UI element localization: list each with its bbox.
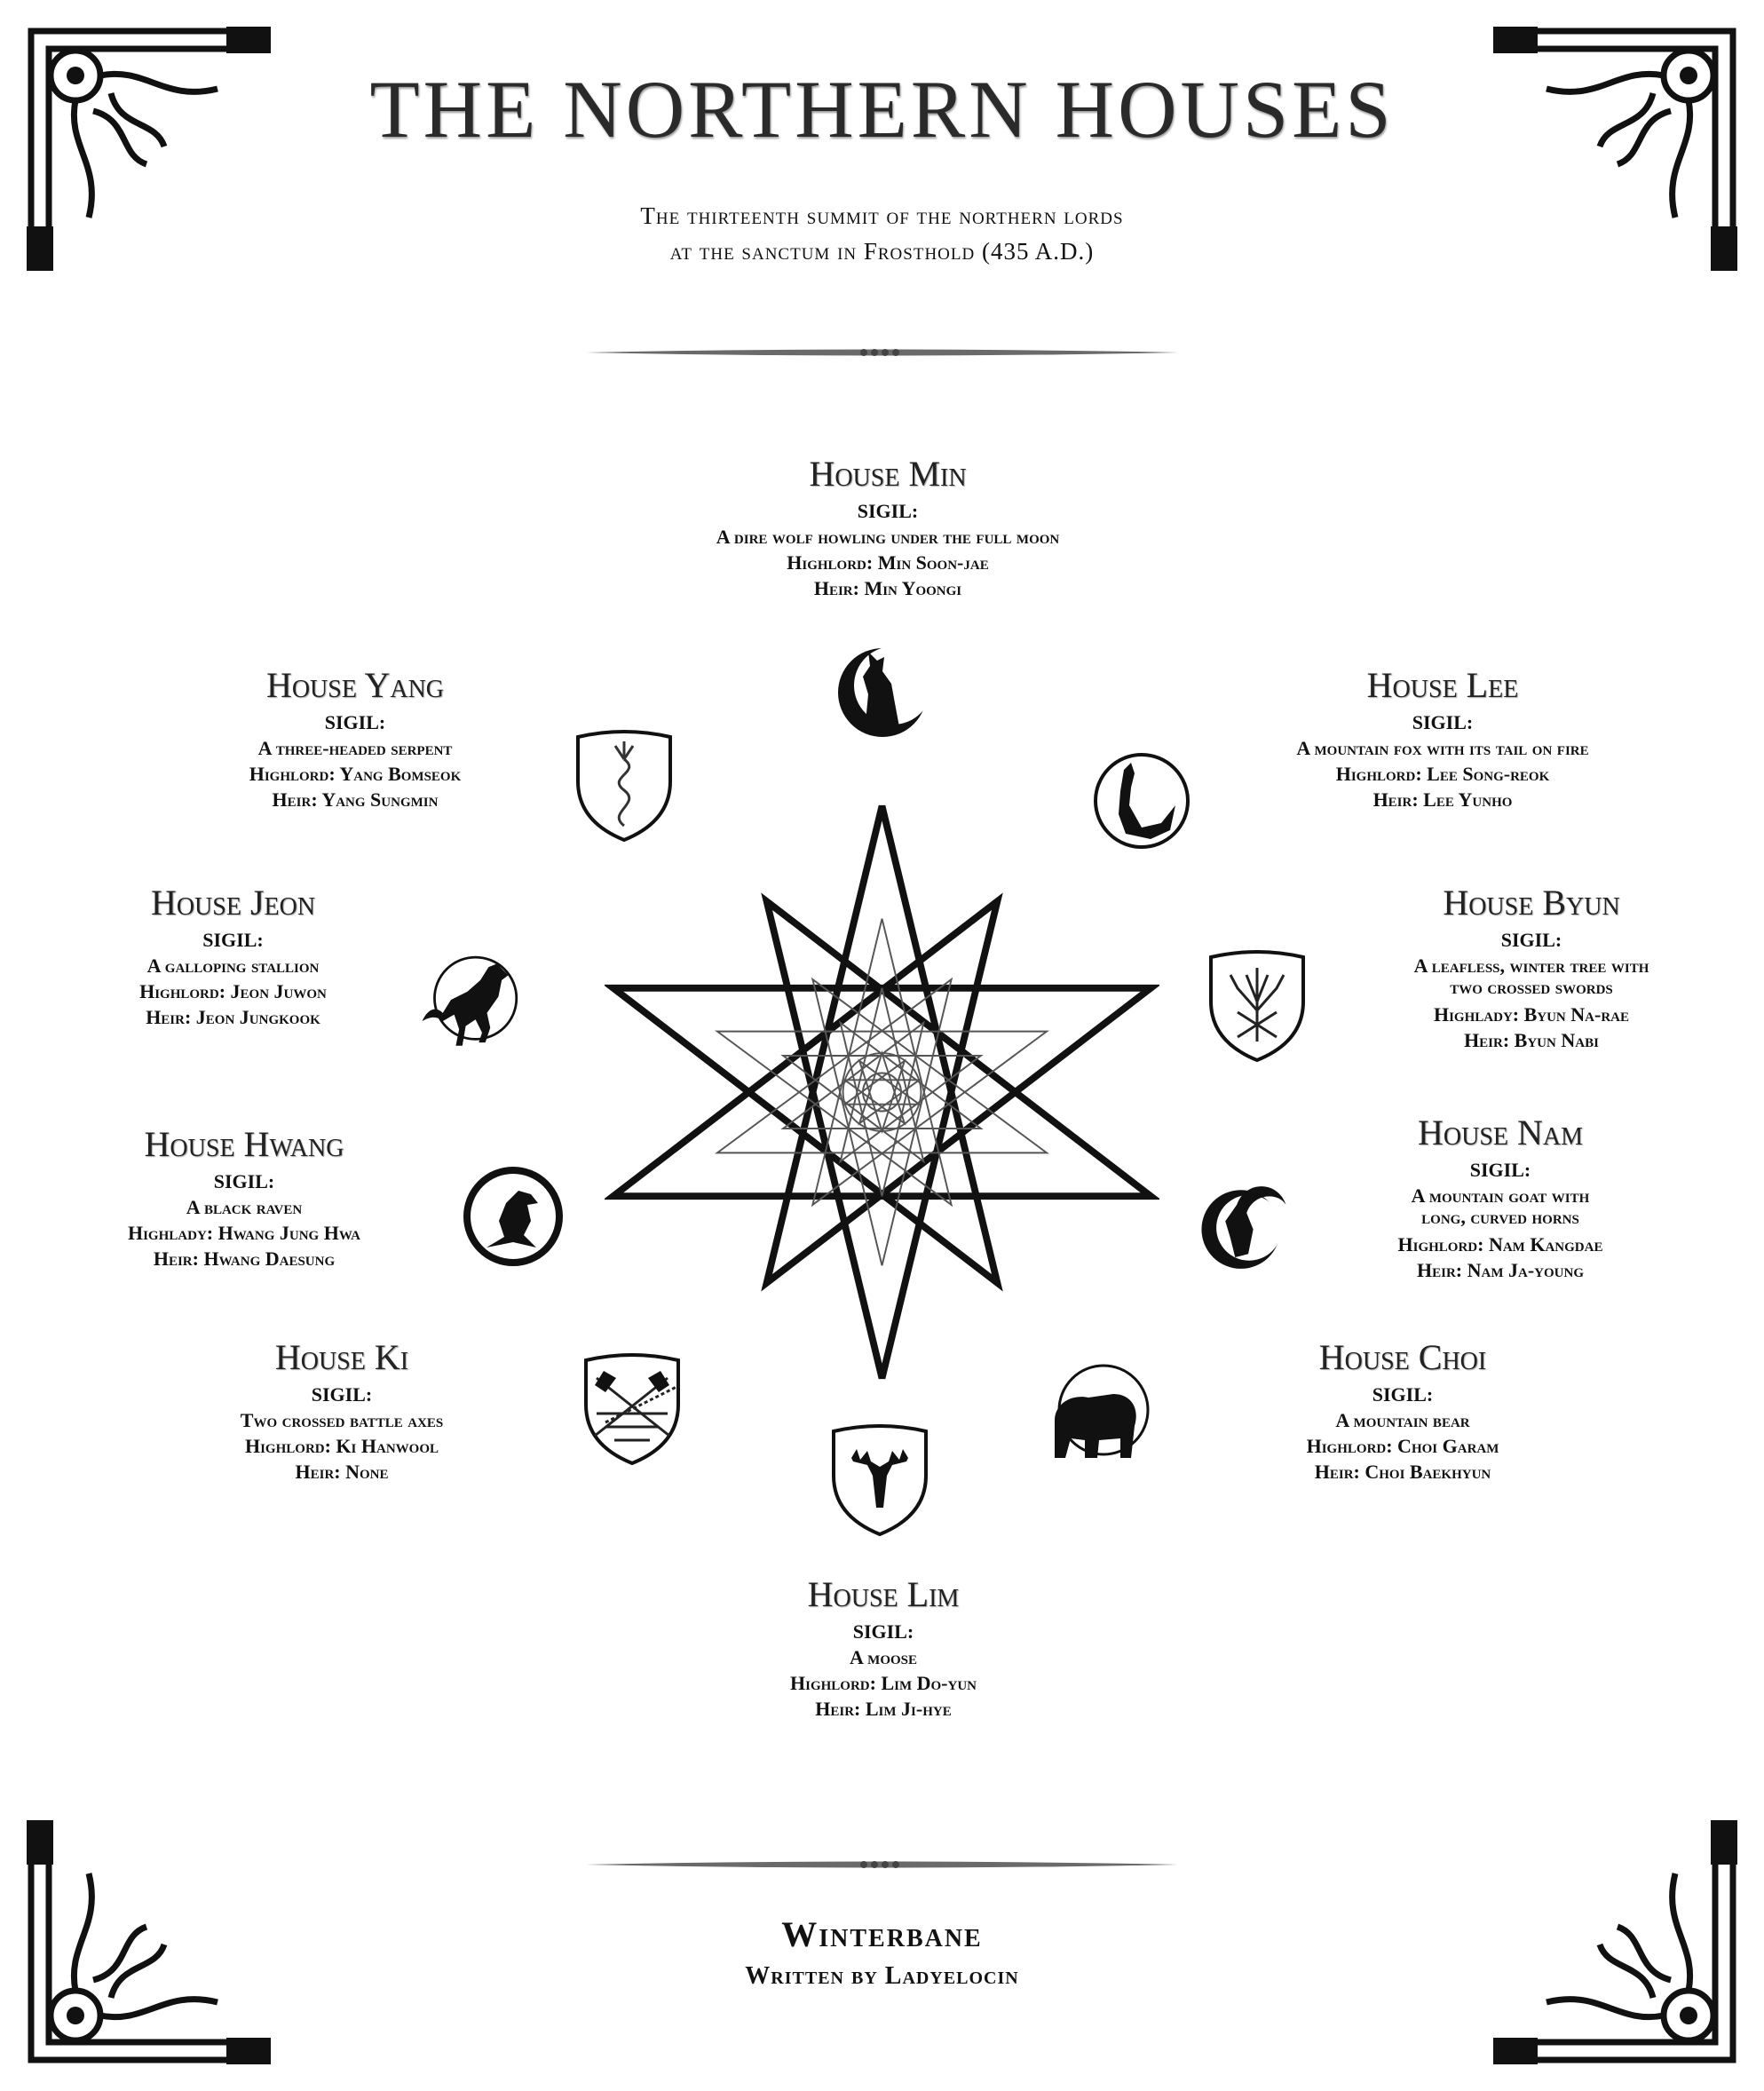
house-byun	[1349, 882, 1713, 1053]
sigil-description-1: A leafless, winter tree with	[1413, 954, 1649, 977]
house-name: House Min	[809, 454, 967, 494]
house-lee	[1234, 664, 1651, 812]
sigil-label: SIGIL:	[202, 929, 264, 951]
subtitle-line-2: at the sanctum in Frosthold (435 A.D.)	[669, 238, 1095, 265]
sigil-label: SIGIL:	[852, 1620, 914, 1643]
house-jeon	[80, 882, 386, 1030]
heir: Heir: Yang Sungmin	[272, 788, 439, 811]
house-name: House Jeon	[150, 883, 316, 923]
sigil-label: SIGIL:	[1469, 1159, 1531, 1181]
sigil-description-1: A mountain goat with	[1411, 1184, 1590, 1207]
house-name: House Lee	[1366, 665, 1519, 705]
tree-swords-shield-icon	[1204, 948, 1310, 1064]
house-nam	[1341, 1112, 1660, 1283]
house-ki	[182, 1336, 502, 1485]
heir: Heir: Nam Ja-young	[1417, 1259, 1584, 1281]
highlady: Highlady: Byun Na-rae	[1433, 1003, 1629, 1026]
sigil-description: A three-headed serpent	[257, 737, 453, 759]
axes-shield-icon	[579, 1351, 685, 1467]
heir: Heir: Choi Baekhyun	[1314, 1461, 1491, 1483]
stallion-icon	[418, 943, 525, 1058]
highlord: Highlord: Nam Kangdae	[1397, 1233, 1603, 1255]
house-name: House Ki	[274, 1337, 409, 1377]
house-lim	[724, 1573, 1043, 1722]
sigil-description: A mountain bear	[1335, 1409, 1470, 1431]
heir: Heir: None	[295, 1461, 389, 1483]
house-name: House Yang	[265, 665, 445, 705]
heir: Heir: Min Yoongi	[813, 577, 962, 599]
highlord: Highlord: Ki Hanwool	[244, 1435, 439, 1457]
house-min	[675, 453, 1101, 601]
central-ten-pointed-star	[605, 799, 1159, 1385]
house-name: House Hwang	[144, 1124, 344, 1164]
sigil-description: A black raven	[186, 1196, 303, 1218]
goat-icon	[1196, 1168, 1302, 1283]
divider-bottom	[586, 1851, 1178, 1878]
wolf-moon-icon	[829, 632, 936, 748]
house-name: House Lim	[807, 1574, 960, 1614]
highlord: Highlord: Lim Do-yun	[790, 1672, 977, 1694]
sigil-label: SIGIL:	[1412, 711, 1474, 733]
sigil-description: A galloping stallion	[146, 954, 320, 977]
fox-icon	[1088, 743, 1195, 859]
moose-shield-icon	[827, 1422, 933, 1538]
heir: Heir: Lim Ji-hye	[815, 1698, 952, 1720]
raven-icon	[460, 1159, 566, 1274]
house-name: House Nam	[1417, 1113, 1583, 1152]
divider-top	[586, 339, 1178, 366]
heir: Heir: Hwang Daesung	[153, 1247, 336, 1270]
page-title: THE NORTHERN HOUSES	[369, 64, 1395, 154]
house-name: House Choi	[1318, 1337, 1487, 1377]
heir: Heir: Jeon Jungkook	[146, 1006, 320, 1028]
footer-author: Written by Ladyelocin	[745, 1962, 1019, 1990]
footer-title: Winterbane	[781, 1914, 983, 1954]
highlord: Highlord: Lee Song-reok	[1335, 763, 1550, 785]
sigil-label: SIGIL:	[311, 1383, 373, 1406]
sigil-label: SIGIL:	[1372, 1383, 1434, 1406]
sigil-label: SIGIL:	[324, 711, 386, 733]
house-name: House Byun	[1443, 883, 1620, 923]
highlady: Highlady: Hwang Jung Hwa	[127, 1222, 360, 1244]
house-yang	[173, 664, 537, 812]
heir: Heir: Byun Nabi	[1464, 1029, 1599, 1051]
sigil-label: SIGIL:	[213, 1170, 275, 1192]
sigil-description: A dire wolf howling under the full moon	[716, 526, 1060, 548]
highlord: Highlord: Yang Bomseok	[249, 763, 462, 785]
highlord: Highlord: Min Soon-jae	[787, 551, 989, 574]
sigil-label: SIGIL:	[1500, 929, 1562, 951]
sigil-label: SIGIL:	[857, 500, 919, 522]
heir: Heir: Lee Yunho	[1372, 788, 1513, 811]
serpent-shield-icon	[571, 728, 677, 844]
sigil-description-2: long, curved horns	[1421, 1206, 1579, 1228]
bear-icon	[1046, 1358, 1152, 1474]
sigil-description: A mountain fox with its tail on fire	[1296, 737, 1589, 759]
highlord: Highlord: Choi Garam	[1306, 1435, 1499, 1457]
subtitle-line-1: The thirteenth summit of the northern lords	[640, 202, 1124, 229]
house-hwang	[75, 1123, 413, 1271]
house-choi	[1252, 1336, 1554, 1485]
highlord: Highlord: Jeon Juwon	[139, 980, 327, 1002]
sigil-description-2: two crossed swords	[1450, 976, 1613, 998]
sigil-description: A moose	[849, 1646, 917, 1668]
sigil-description: Two crossed battle axes	[240, 1409, 444, 1431]
